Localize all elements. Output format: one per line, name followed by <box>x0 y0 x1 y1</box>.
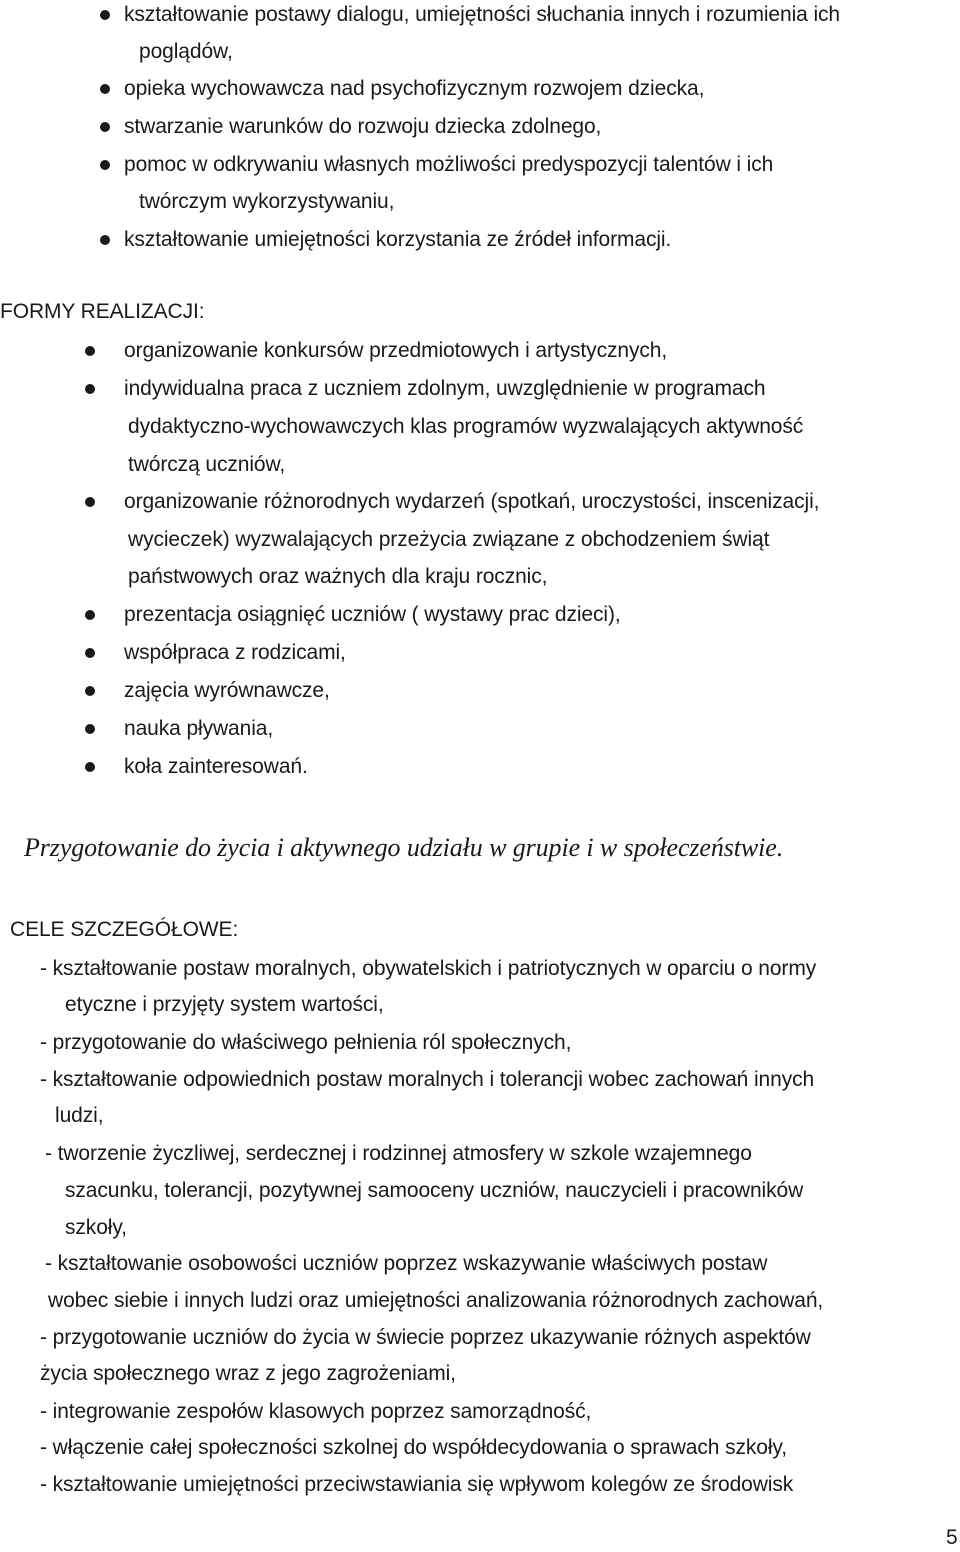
list-item-line: twórczą uczniów, <box>128 453 286 476</box>
goal-line: wobec siebie i innych ludzi oraz umiejętności analizowania różnorodnych zachowań, <box>48 1289 824 1312</box>
bullet-icon <box>85 346 95 356</box>
bullet-icon <box>85 497 95 507</box>
list-item-line: nauka pływania, <box>124 717 274 740</box>
goal-line: szacunku, tolerancji, pozytywnej samooceny uczniów, nauczycieli i pracowników <box>65 1179 804 1202</box>
bullet-icon <box>100 84 110 94</box>
list-item-line: opieka wychowawcza nad psychofizycznym rozwojem dziecka, <box>124 77 705 100</box>
bullet-icon <box>85 762 95 772</box>
list-item-line: prezentacja osiągnięć uczniów ( wystawy prac dzieci), <box>124 603 621 626</box>
bullet-icon <box>85 384 95 394</box>
list-item-line: indywidualna praca z uczniem zdolnym, uwzględnienie w programach <box>124 377 766 400</box>
goal-line: - kształtowanie postaw moralnych, obywatelskich i patriotycznych w oparciu o normy <box>40 957 817 980</box>
list-item-line: współpraca z rodzicami, <box>124 641 346 664</box>
forms-heading: FORMY REALIZACJI: <box>0 300 205 323</box>
bullet-icon <box>85 610 95 620</box>
goal-line: życia społecznego wraz z jego zagrożeniami, <box>40 1362 456 1385</box>
list-item-line: organizowanie konkursów przedmiotowych i artystycznych, <box>124 339 668 362</box>
bullet-icon <box>85 724 95 734</box>
goal-line: - kształtowanie umiejętności przeciwstawiania się wpływom kolegów ze środowisk <box>40 1473 794 1496</box>
bullet-icon <box>85 648 95 658</box>
list-item-line: poglądów, <box>139 40 233 63</box>
goals-heading: CELE SZCZEGÓŁOWE: <box>10 918 239 941</box>
bullet-icon <box>100 10 110 20</box>
list-item-line: kształtowanie umiejętności korzystania ze źródeł informacji. <box>124 228 672 251</box>
goal-line: ludzi, <box>55 1104 104 1127</box>
section-title: Przygotowanie do życia i aktywnego udziału w grupie i w społeczeństwie. <box>24 833 784 862</box>
bullet-icon <box>85 686 95 696</box>
list-item-line: twórczym wykorzystywaniu, <box>139 190 395 213</box>
bullet-icon <box>100 235 110 245</box>
goal-line: - tworzenie życzliwej, serdecznej i rodzinnej atmosfery w szkole wzajemnego <box>45 1142 752 1165</box>
bullet-icon <box>100 160 110 170</box>
list-item-line: kształtowanie postawy dialogu, umiejętności słuchania innych i rozumienia ich <box>124 3 841 26</box>
list-item-line: pomoc w odkrywaniu własnych możliwości predyspozycji talentów i ich <box>124 153 774 176</box>
list-item-line: dydaktyczno-wychowawczych klas programów wyzwalających aktywność <box>128 415 804 438</box>
list-item-line: wycieczek) wyzwalających przeżycia związane z obchodzeniem świąt <box>128 528 770 551</box>
goal-line: - przygotowanie do właściwego pełnienia ról społecznych, <box>40 1031 572 1054</box>
goal-line: - włączenie całej społeczności szkolnej do współdecydowania o sprawach szkoły, <box>40 1436 788 1459</box>
goal-line: - kształtowanie osobowości uczniów poprzez wskazywanie właściwych postaw <box>45 1252 768 1275</box>
list-item-line: koła zainteresowań. <box>124 755 308 778</box>
goal-line: - kształtowanie odpowiednich postaw moralnych i tolerancji wobec zachowań innych <box>40 1068 815 1091</box>
bullet-icon <box>100 122 110 132</box>
goal-line: etyczne i przyjęty system wartości, <box>65 993 384 1016</box>
list-item-line: zajęcia wyrównawcze, <box>124 679 330 702</box>
page-number: 5 <box>946 1526 958 1549</box>
goal-line: szkoły, <box>65 1216 127 1239</box>
list-item-line: państwowych oraz ważnych dla kraju rocznic, <box>128 565 548 588</box>
list-item-line: stwarzanie warunków do rozwoju dziecka zdolnego, <box>124 115 602 138</box>
list-item-line: organizowanie różnorodnych wydarzeń (spotkań, uroczystości, inscenizacji, <box>124 490 820 513</box>
goal-line: - integrowanie zespołów klasowych poprzez samorządność, <box>40 1400 592 1423</box>
goal-line: - przygotowanie uczniów do życia w świecie poprzez ukazywanie różnych aspektów <box>40 1326 811 1349</box>
